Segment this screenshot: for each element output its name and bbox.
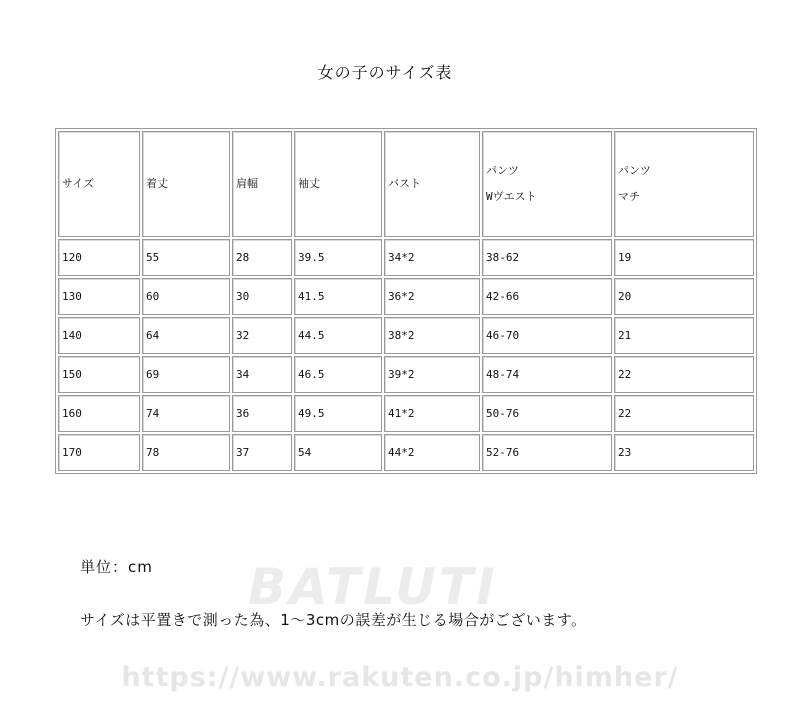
- table-cell: 23: [614, 434, 754, 471]
- header-cell-shoulder: 肩幅: [232, 131, 292, 237]
- table-cell: 36*2: [384, 278, 480, 315]
- table-cell: 48-74: [482, 356, 612, 393]
- table-cell: 34: [232, 356, 292, 393]
- table-cell: 38-62: [482, 239, 612, 276]
- table-cell: 46.5: [294, 356, 382, 393]
- table-cell: 69: [142, 356, 230, 393]
- table-cell: 74: [142, 395, 230, 432]
- table-cell: 44*2: [384, 434, 480, 471]
- table-cell: 38*2: [384, 317, 480, 354]
- table-row: [58, 239, 754, 276]
- table-cell: 22: [614, 395, 754, 432]
- table-cell: 19: [614, 239, 754, 276]
- table-cell: 64: [142, 317, 230, 354]
- table-cell: 41*2: [384, 395, 480, 432]
- table-cell: 130: [58, 278, 140, 315]
- table-row: [58, 395, 754, 432]
- table-cell: 34*2: [384, 239, 480, 276]
- table-row: [58, 317, 754, 354]
- table-cell: 32: [232, 317, 292, 354]
- table-cell: 55: [142, 239, 230, 276]
- table-cell: 22: [614, 356, 754, 393]
- table-cell: 78: [142, 434, 230, 471]
- header-cell-length: 着丈: [142, 131, 230, 237]
- table-cell: 52-76: [482, 434, 612, 471]
- unit-note: 単位：cm: [80, 558, 153, 576]
- table-cell: 28: [232, 239, 292, 276]
- table-cell: 39.5: [294, 239, 382, 276]
- table-cell: 46-70: [482, 317, 612, 354]
- brand-watermark: BATLUTI: [248, 558, 498, 616]
- table-cell: 44.5: [294, 317, 382, 354]
- page-title: 女の子のサイズ表: [317, 63, 453, 82]
- table-cell: 150: [58, 356, 140, 393]
- table-cell: 20: [614, 278, 754, 315]
- header-cell-pants-waist: パンツ Wヴエスト: [482, 131, 612, 237]
- url-watermark: https://www.rakuten.co.jp/himher/: [121, 662, 679, 693]
- table-cell: 41.5: [294, 278, 382, 315]
- table-cell: 39*2: [384, 356, 480, 393]
- table-cell: 30: [232, 278, 292, 315]
- table-header-row: [58, 131, 754, 237]
- header-cell-pants-crotch: パンツ マチ: [614, 131, 754, 237]
- measurement-note: サイズは平置きで測った為、1～3cmの誤差が生じる場合がございます。: [80, 611, 587, 629]
- size-table: [55, 128, 757, 474]
- table-cell: 42-66: [482, 278, 612, 315]
- table-cell: 50-76: [482, 395, 612, 432]
- table-cell: 21: [614, 317, 754, 354]
- table-cell: 54: [294, 434, 382, 471]
- header-cell-bust: バスト: [384, 131, 480, 237]
- table-cell: 49.5: [294, 395, 382, 432]
- table-cell: 36: [232, 395, 292, 432]
- table-cell: 60: [142, 278, 230, 315]
- table-row: [58, 356, 754, 393]
- header-cell-size: サイズ: [58, 131, 140, 237]
- table-cell: 170: [58, 434, 140, 471]
- table-cell: 120: [58, 239, 140, 276]
- header-cell-sleeve: 袖丈: [294, 131, 382, 237]
- table-row: [58, 278, 754, 315]
- table-row: [58, 434, 754, 471]
- table-cell: 140: [58, 317, 140, 354]
- table-cell: 37: [232, 434, 292, 471]
- table-cell: 160: [58, 395, 140, 432]
